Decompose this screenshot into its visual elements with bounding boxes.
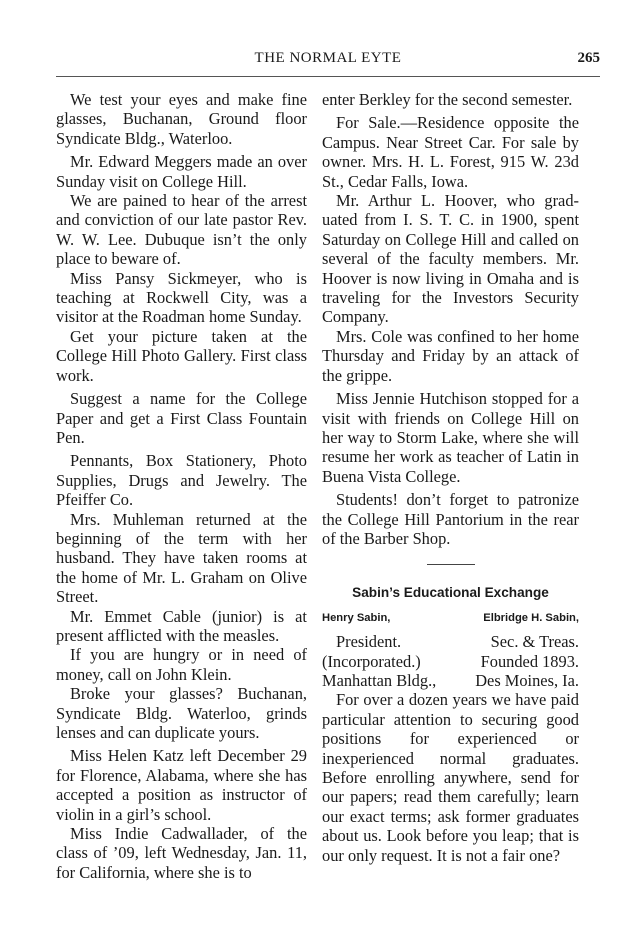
- item-for-sale: For Sale.—Residence opposite the Campus. Near Street Car. For sale by owner. Mrs. H. L. Forest, 915 W. 23d St., Cedar Falls, Iowa.: [322, 113, 579, 191]
- running-head: [56, 48, 600, 72]
- right-column: [322, 90, 579, 865]
- ad-title: Sabin’s Educational Exchange: [352, 585, 549, 601]
- item-cole: Mrs. Cole was confined to her home Thursday and Friday by an attack of the grippe.: [322, 326, 579, 385]
- ad-status-right: Founded 1893.: [480, 651, 579, 671]
- ad-names: [322, 609, 579, 628]
- item-glasses-ad: Broke your glasses? Buchanan, Syndicate Bldg. Waterloo, grinds lenses and can duplicate yours.: [56, 684, 307, 742]
- ad-status-left: (Incorporated.): [322, 651, 421, 671]
- item-pfeiffer-ad: Pennants, Box Stationery, Photo Supplies, Drugs and Jewelry. The Pfeiffer Co.: [56, 451, 307, 510]
- sabin-advertisement: [322, 583, 579, 865]
- item-cadwallader-cont: enter Berkley for the second semester.: [322, 90, 573, 109]
- ad-address-right: Des Moines, Ia.: [475, 670, 579, 690]
- running-title: THE NORMAL EYTE: [254, 50, 402, 66]
- item-hutchison: Miss Jennie Hutchison stopped for a visit with friends on College Hill on her way to Storm Lake, where she will resume her work as teacher of Latin in Buena Vista College.: [322, 389, 579, 486]
- item-cadwallader: Miss Indie Cadwallader, of the class of ’09, left Wednesday, Jan. 11, for California, where she is to: [56, 824, 307, 882]
- item-college-paper-contest: Suggest a name for the College Paper and get a First Class Fountain Pen.: [56, 389, 307, 447]
- item-meggers-visit: Mr. Edward Meggers made an over Sunday visit on College Hill.: [56, 152, 307, 191]
- item-pantorium-ad: Students! don’t forget to patronize the College Hill Pantorium in the rear of the Barber Shop.: [322, 490, 579, 548]
- header-rule: [56, 76, 600, 77]
- item-hoover: Mr. Arthur L. Hoover, who graduated from I. S. T. C. in 1900, spent Saturday on College Hill and called on several of the faculty members. Mr. Hoover is now living in Omaha and is traveling for the Investors Security Company.: [322, 191, 579, 327]
- item-katz: Miss Helen Katz left December 29 for Florence, Alabama, where she has accepted a position as instructor of violin in a girl’s school.: [56, 746, 307, 824]
- item-photo-gallery-ad: Get your picture taken at the College Hill Photo Gallery. First class work.: [56, 326, 307, 385]
- ad-role-left: President.: [336, 632, 402, 652]
- left-column: [56, 90, 307, 882]
- ad-address-left: Manhattan Bldg.,: [322, 670, 437, 690]
- ad-role-right: Sec. & Treas.: [490, 632, 579, 652]
- ad-name-left: Henry Sabin,: [322, 611, 391, 624]
- item-muhleman: Mrs. Muhleman returned at the beginning of the term with her husband. They have taken rooms at the home of Mr. L. Graham on Olive Street.: [56, 509, 307, 607]
- section-divider: [427, 564, 475, 565]
- ad-body: For over a dozen years we have paid particular attention to securing good positions for experienced or inexperienced normal graduates. Before enrolling anywhere, send for our papers; read them carefully; learn our exact terms; ask former graduates about us. Look before you leap; that is our only request. It is not a fair one?: [322, 690, 579, 865]
- page-number: 265: [577, 50, 600, 66]
- item-eye-test-ad: We test your eyes and make fine glasses, Buchanan, Ground floor Syndicate Bldg., Waterloo.: [56, 90, 307, 148]
- item-klein-ad: If you are hungry or in need of money, call on John Klein.: [56, 645, 307, 684]
- ad-name-right: Elbridge H. Sabin,: [483, 611, 579, 624]
- ad-status: [322, 652, 579, 671]
- ad-roles: [322, 632, 579, 651]
- ad-address: [322, 671, 579, 690]
- item-cable-measles: Mr. Emmet Cable (junior) is at present afflicted with the measles.: [56, 606, 307, 645]
- item-rev-lee: We are pained to hear of the arrest and conviction of our late pastor Rev. W. W. Lee. Dubuque isn’t the only place to beware of.: [56, 191, 307, 269]
- item-sickmeyer-visit: Miss Pansy Sickmeyer, who is teaching at Rockwell City, was a visitor at the Roadman home Sunday.: [56, 268, 307, 327]
